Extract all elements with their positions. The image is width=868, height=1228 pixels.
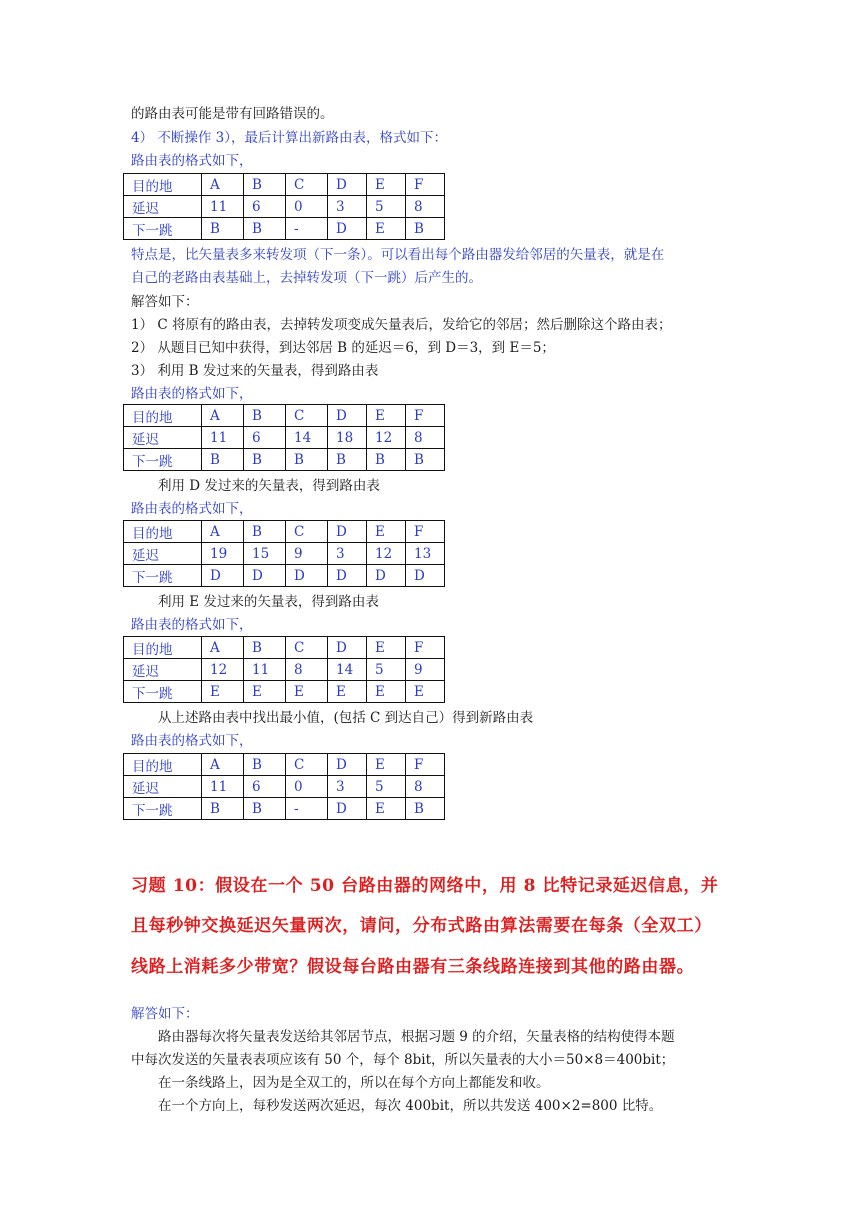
exercise-line-3: 线路上消耗多少带宽？假设每台路由器有三条线路连接到其他的路由器。 xyxy=(131,957,695,977)
table-cell: D xyxy=(328,637,367,659)
table-cell: B xyxy=(244,637,286,659)
table-cell: B xyxy=(406,449,445,471)
table-cell: 延迟 xyxy=(124,427,202,449)
table-cell: 14 xyxy=(286,427,328,449)
table-cell: 18 xyxy=(328,427,367,449)
table-cell: 3 xyxy=(328,776,367,798)
table-cell: 9 xyxy=(286,543,328,565)
routing-table-via-b xyxy=(123,404,445,471)
table-row-delay xyxy=(124,543,445,565)
answer-step-3: 3） 利用 B 发过来的矢量表，得到路由表 xyxy=(131,363,379,379)
table-cell: - xyxy=(286,218,328,240)
table-cell: 15 xyxy=(244,543,286,565)
table-cell: B xyxy=(202,449,244,471)
table-cell: F xyxy=(406,405,445,427)
table-cell: 延迟 xyxy=(124,543,202,565)
table-cell: 8 xyxy=(286,659,328,681)
table-cell: 下一跳 xyxy=(124,565,202,587)
table-cell: 6 xyxy=(244,427,286,449)
table-row-next-hop xyxy=(124,798,445,820)
table-cell: D xyxy=(406,565,445,587)
format-label: 路由表的格式如下， xyxy=(131,386,253,402)
table-cell: 目的地 xyxy=(124,405,202,427)
table-row-next-hop xyxy=(124,565,445,587)
table-cell: 11 xyxy=(202,196,244,218)
table-row-delay xyxy=(124,776,445,798)
answer-step-2: 2） 从题目已知中获得，到达邻居 B 的延迟＝6，到 D＝3，到 E＝5； xyxy=(131,340,555,356)
table-cell: B xyxy=(202,218,244,240)
format-label: 路由表的格式如下， xyxy=(131,617,253,633)
answer2-title: 解答如下： xyxy=(131,1006,199,1022)
table-cell: B xyxy=(286,449,328,471)
table-cell: D xyxy=(202,565,244,587)
table-cell: 下一跳 xyxy=(124,218,202,240)
feature-line-2: 自己的老路由表基础上，去掉转发项（下一跳）后产生的。 xyxy=(131,270,482,286)
table-cell: D xyxy=(328,405,367,427)
table-cell: A xyxy=(202,405,244,427)
table-cell: 下一跳 xyxy=(124,798,202,820)
table-cell: E xyxy=(328,681,367,703)
table-cell: B xyxy=(244,521,286,543)
routing-table-via-d xyxy=(123,520,445,587)
table-cell: B xyxy=(244,754,286,776)
table-cell: D xyxy=(286,565,328,587)
routing-table-final xyxy=(123,753,445,820)
table-cell: 目的地 xyxy=(124,521,202,543)
table-cell: B xyxy=(244,449,286,471)
table-cell: 9 xyxy=(406,659,445,681)
table-row-next-hop xyxy=(124,449,445,471)
table-cell: D xyxy=(328,754,367,776)
table-cell: E xyxy=(244,681,286,703)
table-cell: 0 xyxy=(286,776,328,798)
answer-step-1: 1） C 将原有的路由表，去掉转发项变成矢量表后，发给它的邻居；然后删除这个路由表； xyxy=(131,317,672,333)
table-cell: 0 xyxy=(286,196,328,218)
table-cell: C xyxy=(286,174,328,196)
table-cell: A xyxy=(202,174,244,196)
intro-line-1: 的路由表可能是带有回路错误的。 xyxy=(131,106,334,122)
table-cell: E xyxy=(367,405,406,427)
table-cell: F xyxy=(406,637,445,659)
table-cell: 11 xyxy=(202,776,244,798)
feature-line-1: 特点是，比矢量表多来转发项（下一条）。可以看出每个路由器发给邻居的矢量表，就是在 xyxy=(131,247,665,263)
table-cell: - xyxy=(286,798,328,820)
exercise-line-2: 且每秒钟交换延迟矢量两次，请问，分布式路由算法需要在每条（全双工） xyxy=(131,916,712,936)
table-cell: D xyxy=(328,521,367,543)
table-cell: B xyxy=(328,449,367,471)
table-cell: 下一跳 xyxy=(124,681,202,703)
e-vector-line: 利用 E 发过来的矢量表，得到路由表 xyxy=(158,594,379,610)
table-cell: 14 xyxy=(328,659,367,681)
table-row-header xyxy=(124,637,445,659)
table-cell: D xyxy=(328,798,367,820)
table-row-header xyxy=(124,754,445,776)
table-cell: B xyxy=(244,218,286,240)
table-cell: 延迟 xyxy=(124,196,202,218)
table-cell: F xyxy=(406,174,445,196)
table-cell: 目的地 xyxy=(124,637,202,659)
table-cell: E xyxy=(367,174,406,196)
table-cell: 延迟 xyxy=(124,776,202,798)
table-cell: 5 xyxy=(367,196,406,218)
table-cell: 6 xyxy=(244,196,286,218)
table-cell: A xyxy=(202,754,244,776)
table-cell: E xyxy=(202,681,244,703)
table-cell: E xyxy=(367,218,406,240)
format-label: 路由表的格式如下， xyxy=(131,733,253,749)
table-cell: 12 xyxy=(367,543,406,565)
table-cell: 8 xyxy=(406,427,445,449)
routing-table-via-e xyxy=(123,636,445,703)
table-cell: 5 xyxy=(367,659,406,681)
answer2-para-3: 在一个方向上，每秒发送两次延迟，每次 400bit，所以共发送 400×2=800 比特。 xyxy=(158,1098,663,1114)
table-cell: B xyxy=(406,218,445,240)
table-cell: B xyxy=(244,798,286,820)
exercise-line-1: 习题 10：假设在一个 50 台路由器的网络中，用 8 比特记录延迟信息，并 xyxy=(131,876,719,896)
table-cell: 11 xyxy=(244,659,286,681)
table-cell: E xyxy=(286,681,328,703)
table-cell: D xyxy=(328,218,367,240)
table-cell: E xyxy=(367,754,406,776)
format-label: 路由表的格式如下， xyxy=(131,153,253,169)
table-row-delay xyxy=(124,196,445,218)
d-vector-line: 利用 D 发过来的矢量表，得到路由表 xyxy=(158,478,380,494)
table-cell: C xyxy=(286,754,328,776)
table-cell: 8 xyxy=(406,196,445,218)
table-row-header xyxy=(124,174,445,196)
routing-table-1 xyxy=(123,173,445,240)
table-cell: D xyxy=(367,565,406,587)
table-cell: 13 xyxy=(406,543,445,565)
table-cell: A xyxy=(202,521,244,543)
table-cell: E xyxy=(406,681,445,703)
table-cell: D xyxy=(244,565,286,587)
answer-title: 解答如下： xyxy=(131,294,199,310)
table-cell: B xyxy=(406,798,445,820)
answer2-para-1a: 路由器每次将矢量表发送给其邻居节点，根据习题 9 的介绍，矢量表格的结构使得本题 xyxy=(158,1029,675,1045)
table-cell: D xyxy=(328,565,367,587)
table-cell: B xyxy=(244,174,286,196)
format-label: 路由表的格式如下， xyxy=(131,501,253,517)
table-cell: B xyxy=(244,405,286,427)
table-cell: F xyxy=(406,521,445,543)
table-row-header xyxy=(124,405,445,427)
table-cell: 6 xyxy=(244,776,286,798)
table-cell: B xyxy=(202,798,244,820)
table-cell: 下一跳 xyxy=(124,449,202,471)
intro-line-2: 4） 不断操作 3），最后计算出新路由表，格式如下： xyxy=(131,130,448,146)
table-row-delay xyxy=(124,427,445,449)
table-cell: 目的地 xyxy=(124,754,202,776)
table-cell: 19 xyxy=(202,543,244,565)
table-cell: 目的地 xyxy=(124,174,202,196)
table-cell: E xyxy=(367,681,406,703)
table-row-delay xyxy=(124,659,445,681)
answer2-para-1b: 中每次发送的矢量表表项应该有 50 个，每个 8bit，所以矢量表的大小＝50×8＝400bit； xyxy=(131,1052,675,1068)
table-cell: A xyxy=(202,637,244,659)
table-cell: 12 xyxy=(367,427,406,449)
table-row-header xyxy=(124,521,445,543)
table-cell: C xyxy=(286,405,328,427)
table-cell: 12 xyxy=(202,659,244,681)
table-cell: 5 xyxy=(367,776,406,798)
table-cell: E xyxy=(367,521,406,543)
table-cell: E xyxy=(367,637,406,659)
table-cell: B xyxy=(367,449,406,471)
table-cell: 3 xyxy=(328,543,367,565)
table-cell: C xyxy=(286,637,328,659)
table-cell: D xyxy=(328,174,367,196)
table-cell: 8 xyxy=(406,776,445,798)
table-row-next-hop xyxy=(124,681,445,703)
table-row-next-hop xyxy=(124,218,445,240)
table-cell: 延迟 xyxy=(124,659,202,681)
min-value-line: 从上述路由表中找出最小值，(包括 C 到达自己）得到新路由表 xyxy=(158,710,534,726)
table-cell: F xyxy=(406,754,445,776)
table-cell: E xyxy=(367,798,406,820)
table-cell: 11 xyxy=(202,427,244,449)
table-cell: C xyxy=(286,521,328,543)
answer2-para-2: 在一条线路上，因为是全双工的，所以在每个方向上都能发和收。 xyxy=(158,1075,550,1091)
table-cell: 3 xyxy=(328,196,367,218)
